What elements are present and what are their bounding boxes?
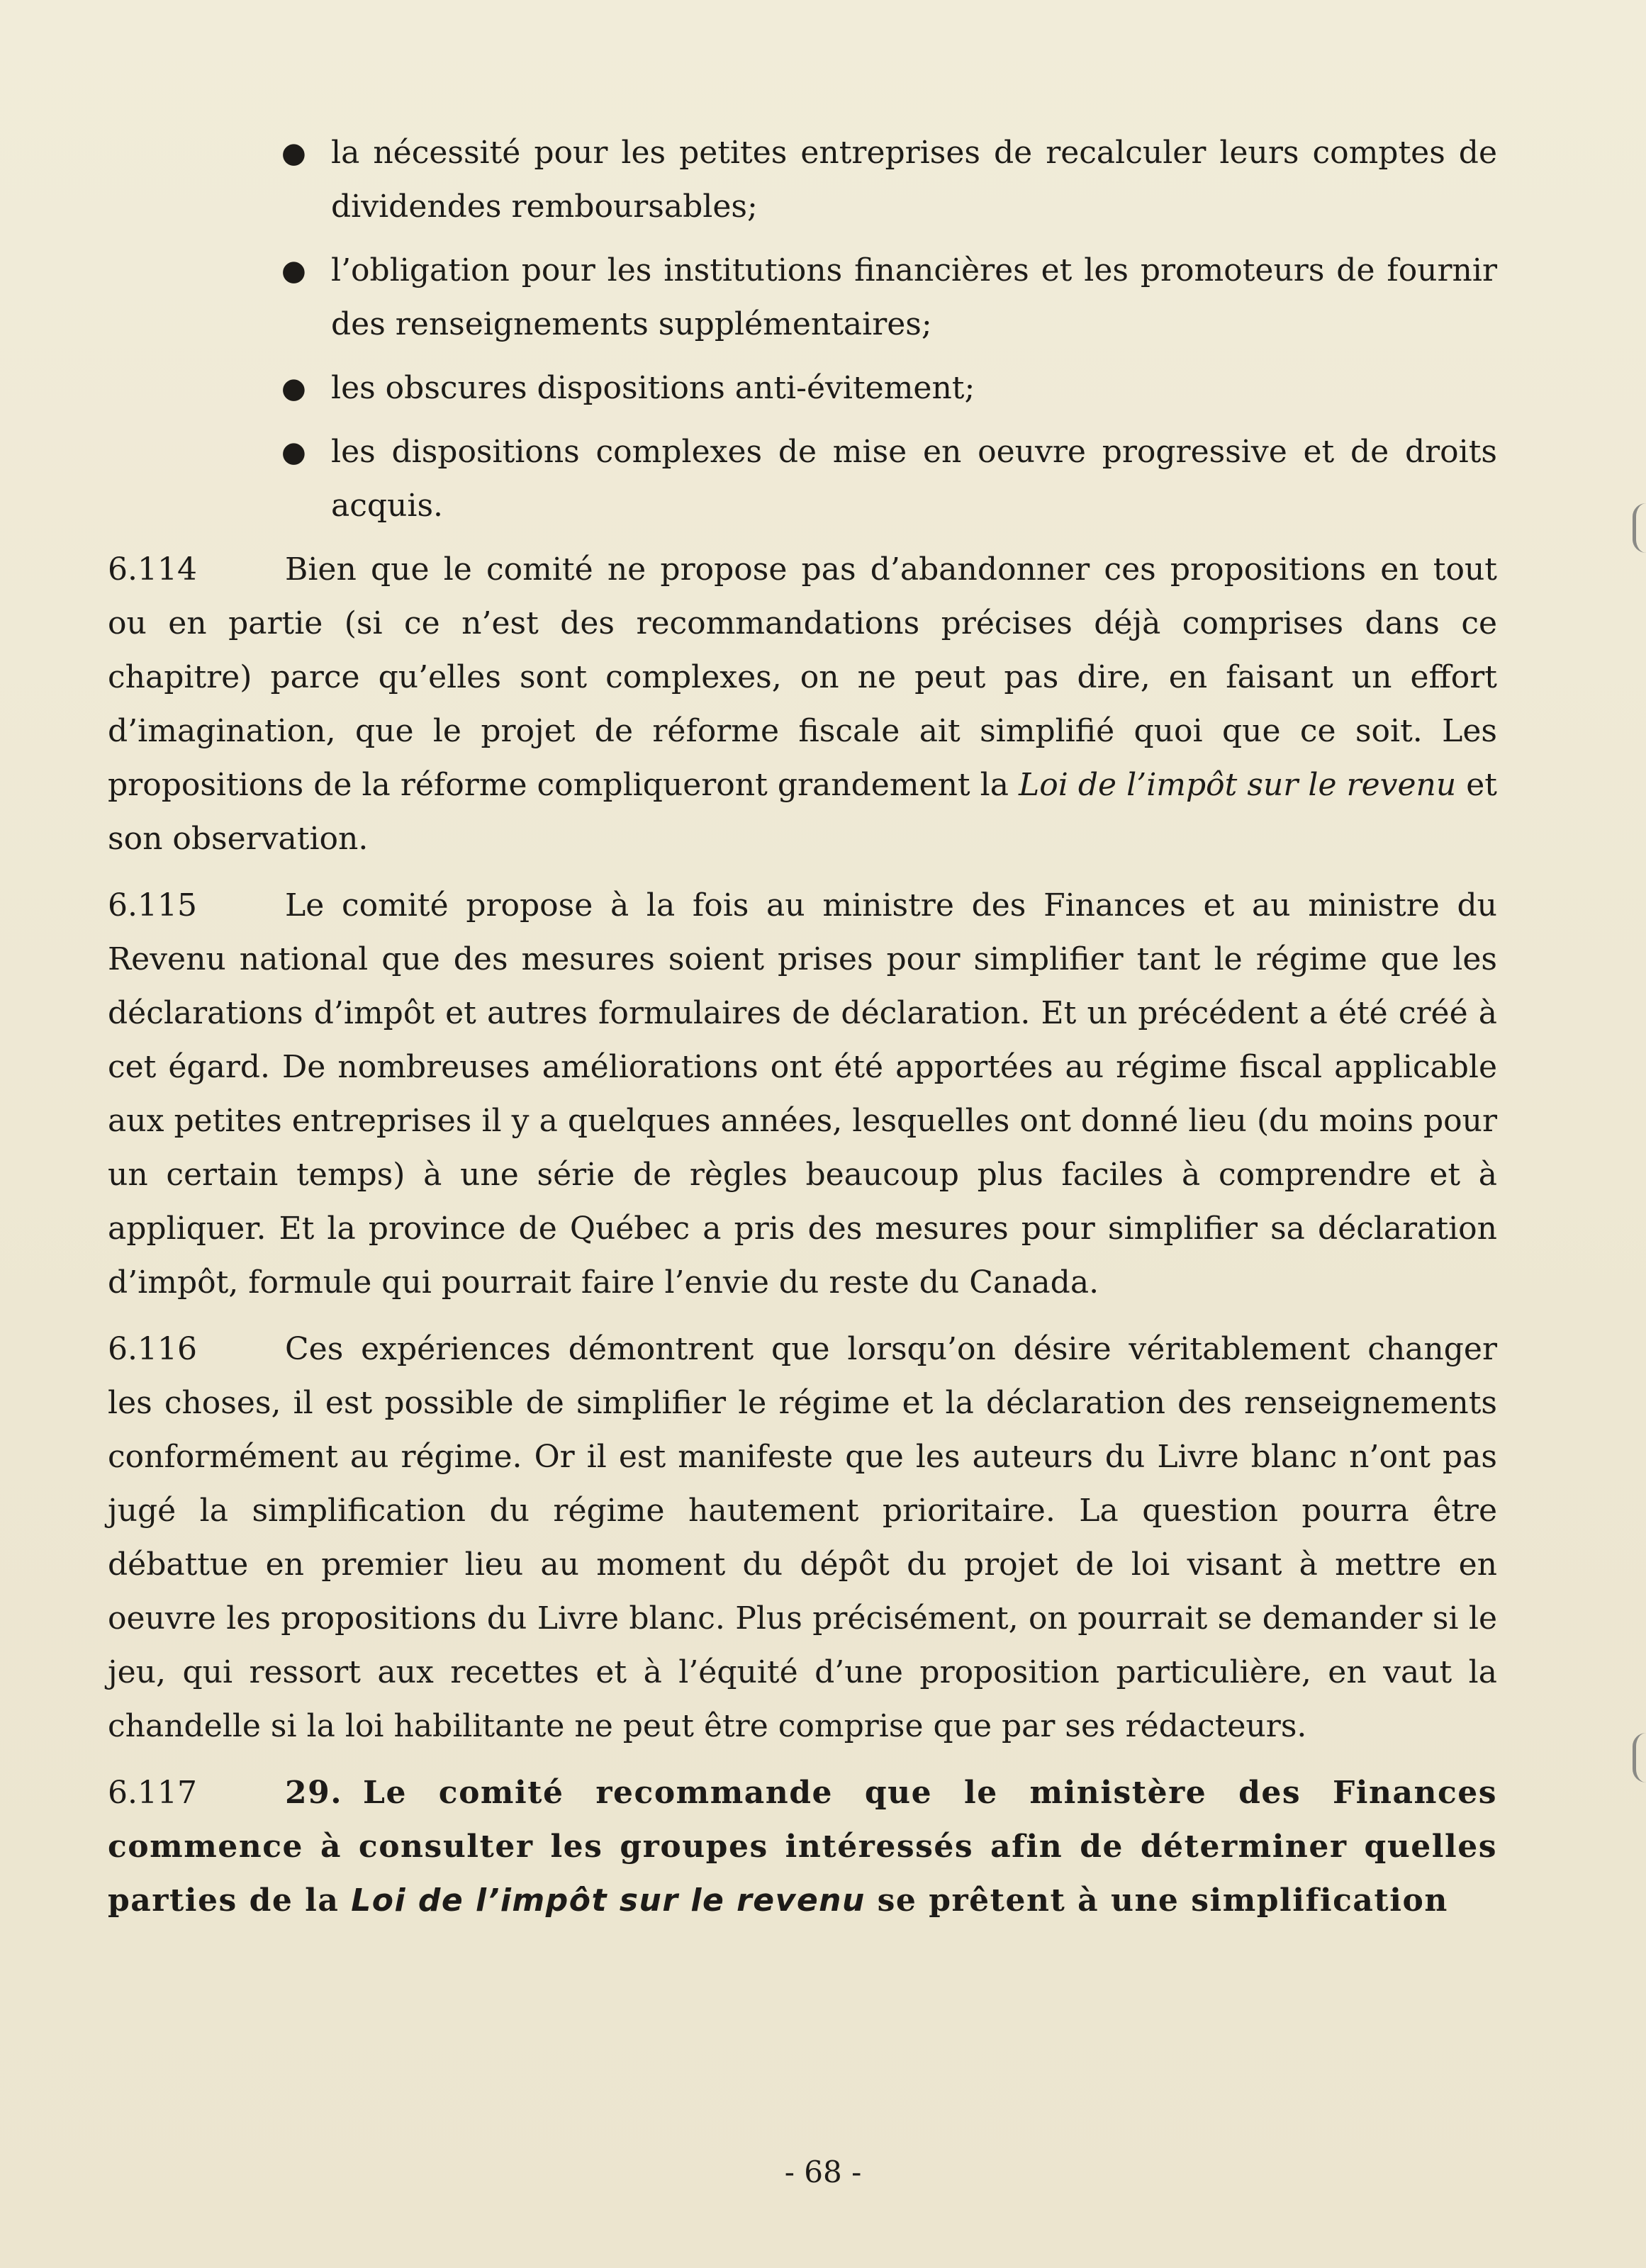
recommendation-number: 29. xyxy=(285,1775,343,1811)
bullet-text: les dispositions complexes de mise en oeuvre progressive et de droits acquis. xyxy=(331,434,1497,524)
bullet-text: l’obligation pour les institutions financières et les promoteurs de fournir des renseignements supplémentaires; xyxy=(331,252,1497,342)
paragraph-6-114 xyxy=(108,543,1497,866)
binding-hole-mark xyxy=(1633,1733,1646,1783)
bullet-text: la nécessité pour les petites entreprises de recalculer leurs comptes de dividendes remboursables; xyxy=(331,135,1497,225)
paragraph-number: 6.115 xyxy=(108,887,197,924)
paragraph-text: Bien que le comité ne propose pas d’abandonner ces propositions en tout ou en partie (si ce n’est des recommandations précises déjà comprises dans ce chapitre) parce qu’elles sont complexes, on ne peut pas dire, en faisant un effort d’imagination, que le projet de réforme fiscale ait simplifié quoi que ce soit. Les propositions de la réforme compliqueront grandement la xyxy=(108,551,1497,803)
bullet-dot-icon: ● xyxy=(281,436,306,468)
bullet-item xyxy=(108,361,1497,415)
paragraph-number: 6.116 xyxy=(108,1331,197,1367)
paragraph-text: Ces expériences démontrent que lorsqu’on désire véritablement changer les choses, il est possible de simplifier le régime et la déclaration des renseignements conformément au régime. Or il est manifeste que les auteurs du Livre blanc n’ont pas jugé la simplification du régime hautement prioritaire. La question pourra être débattue en premier lieu au moment du dépôt du projet de loi visant à mettre en oeuvre les propositions du Livre blanc. Plus précisément, on pourrait se demander si le jeu, qui ressort aux recettes et à l’équité d’une proposition particulière, en vaut la chandelle si la loi habilitante ne peut être comprise que par ses rédacteurs. xyxy=(108,1331,1497,1744)
paragraph-6-117-recommendation xyxy=(108,1766,1497,1928)
bullet-text: les obscures dispositions anti-évitement; xyxy=(331,370,975,406)
paragraph-number: 6.114 xyxy=(108,551,197,588)
bullet-item xyxy=(108,244,1497,352)
bullet-item xyxy=(108,425,1497,533)
recommendation-text-end: se prêtent à une simplification xyxy=(865,1882,1448,1919)
paragraph-text-end: et son observation. xyxy=(108,767,1497,857)
bullet-dot-icon: ● xyxy=(281,254,306,287)
bullet-dot-icon: ● xyxy=(281,137,306,169)
recommendation-text: Le comité recommande que le ministère des Finances commence à consulter les groupes intéressés afin de déterminer quelles parties de la xyxy=(108,1775,1497,1919)
paragraph-text: Le comité propose à la fois au ministre des Finances et au ministre du Revenu national que des mesures soient prises pour simplifier tant le régime que les déclarations d’impôt et autres formulaires de déclaration. Et un précédent a été créé à cet égard. De nombreuses améliorations ont été apportées au régime fiscal applicable aux petites entreprises il y a quelques années, lesquelles ont donné lieu (du moins pour un certain temps) à une série de règles beaucoup plus faciles à comprendre et à appliquer. Et la province de Québec a pris des mesures pour simplifier sa déclaration d’impôt, formule qui pourrait faire l’envie du reste du Canada. xyxy=(108,887,1497,1301)
act-title: Loi de l’impôt sur le revenu xyxy=(351,1882,866,1919)
binding-hole-mark xyxy=(1633,503,1646,553)
paragraph-6-116 xyxy=(108,1323,1497,1753)
bullet-dot-icon: ● xyxy=(281,372,306,405)
bullet-item xyxy=(108,126,1497,234)
paragraph-6-115 xyxy=(108,879,1497,1310)
paragraph-number: 6.117 xyxy=(108,1775,197,1811)
page-number: - 68 - xyxy=(784,2155,862,2189)
page-content xyxy=(108,126,1497,1941)
act-title: Loi de l’impôt sur le revenu xyxy=(1019,767,1457,803)
